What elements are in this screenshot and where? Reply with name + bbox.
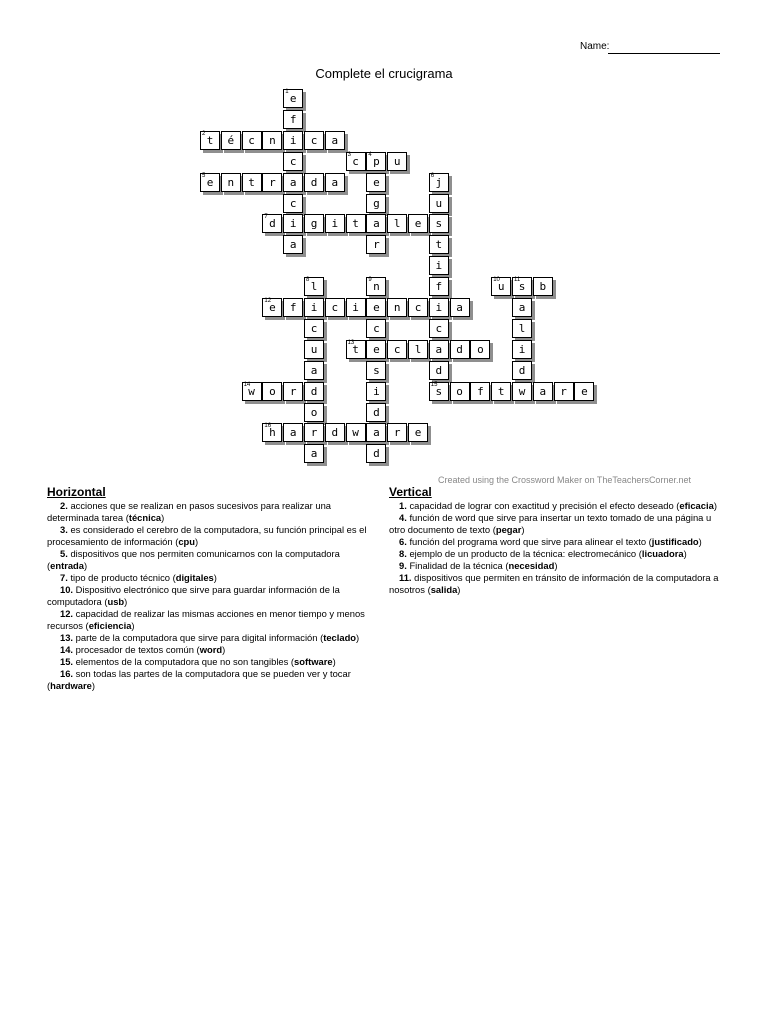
horizontal-heading: Horizontal — [47, 485, 106, 499]
cell-letter: i — [352, 301, 359, 314]
cell-letter: p — [373, 154, 380, 168]
clue-number: 2 — [202, 130, 206, 137]
grid-cell[interactable] — [262, 298, 282, 317]
cell-letter: i — [289, 217, 297, 231]
clue-number: 10 — [493, 277, 500, 284]
clue-text: procesador de textos común — [75, 644, 194, 655]
clue-number: 5. — [60, 548, 68, 559]
cell-letter: e — [414, 217, 422, 231]
grid-cell[interactable] — [470, 340, 490, 359]
cell-letter: r — [560, 384, 567, 398]
clue-number: 1. — [399, 500, 407, 511]
cell-letter: u — [435, 196, 443, 210]
grid-cell[interactable] — [366, 214, 386, 233]
grid-cell[interactable] — [283, 214, 303, 233]
cell-letter: c — [248, 133, 255, 147]
cell-letter: a — [456, 301, 463, 314]
grid-cell[interactable] — [304, 423, 324, 442]
grid-cell[interactable] — [346, 214, 366, 233]
cell-letter: w — [248, 384, 255, 398]
grid-cell[interactable] — [221, 173, 241, 192]
clue-answer: word — [199, 644, 223, 655]
cell-letter: e — [373, 175, 380, 189]
clue-number: 6. — [399, 536, 407, 547]
cell-letter: c — [289, 154, 297, 168]
grid-cell[interactable] — [262, 382, 282, 401]
clue-answer: cpu — [178, 536, 195, 547]
cell-letter: d — [435, 363, 443, 377]
cell-letter: r — [310, 426, 318, 440]
clue-item: 1. capacidad de lograr con exactitud y precisión el efecto deseado (eficacia) — [399, 500, 717, 511]
grid-cell[interactable] — [366, 382, 386, 401]
cell-letter: i — [435, 259, 443, 273]
clue-item: 7. tipo de producto técnico (digitales) — [60, 572, 217, 583]
cell-letter: l — [393, 217, 401, 231]
cell-letter: w — [518, 384, 526, 398]
vertical-clues — [389, 486, 719, 596]
cell-letter: o — [477, 342, 484, 356]
clue-answer: digitales — [175, 572, 214, 583]
cell-letter: c — [310, 321, 318, 335]
cell-letter: r — [289, 384, 297, 398]
clue-item: 2. acciones que se realizan en pasos sucesivos para realizar una determinada tarea (técnica) — [47, 500, 332, 523]
cell-letter: t — [206, 133, 214, 147]
grid-cell[interactable] — [366, 361, 386, 380]
clue-item: 13. parte de la computadora que sirve para digital información (teclado) — [60, 632, 360, 643]
grid-cell[interactable] — [429, 340, 449, 359]
clue-number: 12 — [264, 298, 272, 304]
grid-cell[interactable] — [387, 214, 407, 233]
grid-cell[interactable] — [283, 382, 303, 401]
cell-letter: w — [352, 426, 359, 440]
grid-cell[interactable] — [262, 214, 282, 233]
cell-letter: s — [518, 280, 526, 294]
cell-letter: a — [373, 217, 380, 231]
clue-item: 11. dispositivos que permiten en tránsito de información de la computadora a nosotros (salida) — [389, 572, 719, 595]
cell-letter: o — [456, 384, 463, 398]
cell-letter: c — [331, 301, 339, 314]
grid-cell[interactable] — [512, 382, 532, 401]
clue-item: 4. función de word que sirve para insertar un texto tomado de una página u otro documento de texto (pegar) — [389, 512, 712, 535]
cell-letter: t — [497, 384, 505, 398]
cell-letter: c — [373, 321, 380, 335]
cell-letter: e — [581, 384, 588, 398]
cell-letter: a — [331, 175, 339, 189]
cell-letter: d — [310, 384, 318, 398]
cell-letter: l — [310, 280, 318, 294]
grid-cell[interactable] — [408, 214, 428, 233]
cell-letter: j — [435, 175, 443, 189]
clue-text: ejemplo de un producto de la técnica: electromecánico — [409, 548, 637, 559]
clue-answer: técnica — [128, 512, 162, 523]
grid-cell[interactable] — [366, 194, 386, 213]
vertical-heading: Vertical — [389, 485, 432, 499]
clue-number: 13 — [347, 339, 355, 346]
grid-cell[interactable] — [429, 298, 449, 317]
cell-letter: c — [393, 342, 401, 356]
cell-letter: t — [352, 217, 359, 231]
grid-cell[interactable] — [512, 340, 532, 359]
grid-cell[interactable] — [346, 423, 366, 442]
grid-cell[interactable] — [408, 340, 428, 359]
vertical-clue-list — [389, 500, 719, 596]
clue-number: 14 — [243, 381, 251, 388]
grid-cell[interactable] — [408, 423, 428, 442]
clue-answer: justificado — [651, 536, 699, 547]
clue-text: elementos de la computadora que no son tangibles — [75, 656, 289, 667]
clue-item: 14. procesador de textos común (word) — [60, 644, 226, 655]
grid-cell[interactable] — [283, 298, 303, 317]
grid-cell[interactable] — [512, 298, 532, 317]
cell-letter: d — [331, 426, 339, 440]
grid-cell[interactable] — [512, 277, 532, 296]
clue-item: 6. función del programa word que sirve para alinear el texto (justificado) — [399, 536, 702, 547]
clue-number: 13. — [60, 632, 74, 643]
clue-item: 12. capacidad de realizar las mismas acciones en menor tiempo y menos recursos (eficiencia) — [47, 608, 365, 631]
grid-cell[interactable] — [346, 298, 366, 317]
grid-cell[interactable] — [283, 423, 303, 442]
clue-answer: necesidad — [508, 560, 555, 571]
grid-cell[interactable] — [304, 298, 324, 317]
clue-number: 15 — [430, 381, 438, 388]
cell-letter: r — [393, 426, 401, 440]
grid-cell[interactable] — [533, 277, 553, 296]
clue-number: 16 — [264, 423, 272, 430]
grid-cell[interactable] — [200, 131, 220, 150]
cell-letter: o — [269, 384, 276, 398]
grid-cell[interactable] — [304, 444, 324, 463]
grid-cell[interactable] — [346, 152, 366, 171]
clue-number: 1 — [285, 89, 289, 95]
grid-cell[interactable] — [242, 382, 262, 401]
credit-text: Created using the Crossword Maker on TheTeachersCorner.net — [438, 475, 691, 485]
clue-answer: entrada — [50, 560, 84, 571]
clue-answer: licuadora — [641, 548, 684, 559]
cell-letter: c — [414, 301, 422, 314]
clue-number: 6 — [430, 172, 435, 179]
grid-cell[interactable] — [408, 298, 428, 317]
grid-cell[interactable] — [325, 298, 345, 317]
horizontal-clue-list — [47, 500, 377, 692]
grid-cell[interactable] — [346, 340, 366, 359]
grid-cell[interactable] — [366, 298, 386, 317]
grid-cell[interactable] — [304, 340, 324, 359]
page-title: Complete el crucigrama — [315, 66, 453, 81]
cell-letter: b — [539, 280, 547, 294]
cell-letter: d — [310, 175, 318, 189]
grid-cell[interactable] — [450, 382, 470, 401]
grid-cell[interactable] — [325, 214, 345, 233]
grid-cell[interactable] — [283, 173, 303, 192]
cell-letter: f — [435, 280, 443, 294]
grid-cell[interactable] — [221, 131, 241, 150]
grid-cell[interactable] — [366, 319, 386, 338]
clue-text: tipo de producto técnico — [70, 572, 170, 583]
clue-number: 11. — [399, 572, 412, 583]
clue-text: dispositivos que nos permiten comunicarnos con la computadora — [70, 548, 340, 559]
cell-letter: a — [289, 426, 297, 440]
cell-letter: i — [310, 301, 318, 314]
crossword-grid — [0, 0, 768, 470]
cell-letter: r — [269, 175, 276, 189]
clue-text: parte de la computadora que sirve para digital información — [75, 632, 318, 643]
clue-number: 15. — [60, 656, 74, 667]
grid-cell[interactable] — [283, 235, 303, 254]
grid-cell[interactable] — [304, 277, 324, 296]
cell-letter: l — [518, 321, 526, 335]
cell-letter: c — [435, 321, 443, 335]
grid-cell[interactable] — [429, 173, 449, 192]
clue-text: función del programa word que sirve para alinear el texto — [409, 536, 647, 547]
clue-number: 3. — [60, 524, 68, 535]
clue-text: Finalidad de la técnica — [409, 560, 503, 571]
grid-cell[interactable] — [366, 173, 386, 192]
cell-letter: a — [518, 301, 526, 314]
cell-letter: h — [269, 426, 276, 440]
grid-cell[interactable] — [283, 131, 303, 150]
clue-answer: salida — [430, 584, 458, 595]
clue-number: 5 — [202, 172, 206, 179]
name-label: Name: — [580, 41, 610, 52]
cell-letter: d — [373, 447, 380, 461]
grid-cell[interactable] — [429, 194, 449, 213]
grid-cell[interactable] — [491, 277, 511, 296]
clue-number: 7 — [264, 214, 268, 221]
clue-text: son todas las partes de la computadora que se pueden ver y tocar — [75, 668, 351, 679]
clue-text: función de word que sirve para insertar un texto tomado de una página u otro documento de texto — [389, 512, 712, 535]
grid-cell[interactable] — [325, 131, 345, 150]
grid-cell[interactable] — [283, 152, 303, 171]
cell-letter: n — [227, 175, 235, 189]
grid-cell[interactable] — [387, 340, 407, 359]
grid-cell[interactable] — [304, 131, 324, 150]
clue-answer: software — [294, 656, 333, 667]
grid-cell[interactable] — [387, 152, 407, 171]
grid-cell[interactable] — [283, 89, 303, 108]
clue-answer: hardware — [50, 680, 92, 691]
cell-letter: c — [352, 154, 359, 168]
grid-cell[interactable] — [325, 423, 345, 442]
cell-letter: a — [539, 384, 547, 398]
cell-letter: i — [435, 301, 443, 314]
clue-number: 8 — [306, 277, 310, 284]
cell-letter: a — [289, 238, 297, 252]
cell-letter: r — [373, 238, 380, 252]
grid-cell[interactable] — [429, 277, 449, 296]
grid-cell[interactable] — [429, 382, 449, 401]
grid-cell[interactable] — [429, 361, 449, 380]
clue-number: 9 — [368, 277, 372, 284]
cell-letter: d — [373, 405, 380, 419]
grid-cell[interactable] — [242, 173, 262, 192]
cell-letter: i — [373, 384, 380, 398]
clue-text: capacidad de realizar las mismas acciones en menor tiempo y menos recursos — [47, 608, 365, 631]
grid-cell[interactable] — [470, 382, 490, 401]
clue-number: 3 — [347, 151, 351, 158]
grid-cell[interactable] — [242, 131, 262, 150]
clue-number: 11 — [514, 277, 521, 284]
cell-letter: a — [310, 447, 318, 461]
cell-letter: f — [477, 384, 484, 398]
cell-letter: a — [331, 133, 339, 147]
grid-cell[interactable] — [574, 382, 594, 401]
grid-cell[interactable] — [304, 403, 324, 422]
grid-cell[interactable] — [533, 382, 553, 401]
cell-letter: u — [393, 154, 401, 168]
clue-number: 4 — [368, 151, 372, 158]
clue-number: 7. — [60, 572, 68, 583]
grid-cell[interactable] — [200, 173, 220, 192]
grid-cell[interactable] — [387, 298, 407, 317]
clue-answer: teclado — [323, 632, 357, 643]
cell-letter: l — [414, 342, 422, 356]
clue-text: es considerado el cerebro de la computadora, su función principal es el procesamiento de información — [47, 524, 367, 547]
grid-cell[interactable] — [262, 173, 282, 192]
cell-letter: d — [518, 363, 526, 377]
cell-letter: d — [269, 217, 276, 231]
clue-text: dispositivos que permiten en tránsito de información de la computadora a nosotros — [389, 572, 719, 595]
grid-cell[interactable] — [491, 382, 511, 401]
cell-letter: f — [289, 301, 297, 314]
cell-letter: e — [269, 301, 276, 314]
grid-cell[interactable] — [450, 298, 470, 317]
cell-letter: o — [310, 405, 318, 419]
cell-letter: f — [289, 112, 297, 126]
clue-item: 9. Finalidad de la técnica (necesidad) — [399, 560, 558, 571]
cell-letter: i — [331, 217, 339, 231]
horizontal-clues — [47, 486, 377, 692]
cell-letter: e — [373, 342, 380, 356]
clue-text: capacidad de lograr con exactitud y precisión el efecto deseado — [409, 500, 674, 511]
clue-answer: pegar — [495, 524, 522, 535]
grid-cell[interactable] — [366, 235, 386, 254]
grid-cell[interactable] — [283, 110, 303, 129]
grid-cell[interactable] — [262, 423, 282, 442]
cell-letter: a — [289, 175, 297, 189]
clue-number: 8. — [399, 548, 407, 559]
cell-letter: u — [310, 342, 318, 356]
clue-number: 10. — [60, 584, 74, 595]
clue-text: acciones que se realizan en pasos sucesivos para realizar una determinada tarea — [47, 500, 332, 523]
clue-answer: eficacia — [679, 500, 714, 511]
cell-letter: c — [289, 196, 297, 210]
grid-cell[interactable] — [304, 319, 324, 338]
cell-letter: t — [435, 238, 443, 252]
cell-letter: e — [414, 426, 422, 440]
cell-letter: s — [373, 363, 380, 377]
cell-letter: n — [393, 301, 401, 314]
grid-cell[interactable] — [304, 214, 324, 233]
cell-letter: s — [435, 217, 443, 231]
clue-number: 2. — [60, 500, 68, 511]
clue-number: 14. — [60, 644, 74, 655]
grid-cell[interactable] — [554, 382, 574, 401]
cell-letter: é — [227, 133, 235, 147]
cell-letter: u — [497, 280, 505, 294]
clue-number: 12. — [60, 608, 74, 619]
grid-cell[interactable] — [387, 423, 407, 442]
cell-letter: i — [289, 133, 297, 147]
cell-letter: e — [206, 175, 214, 189]
cell-letter: c — [310, 133, 318, 147]
grid-cell[interactable] — [429, 214, 449, 233]
cell-letter: s — [435, 384, 443, 398]
clue-number: 4. — [399, 512, 407, 523]
grid-cell[interactable] — [283, 194, 303, 213]
cell-letter: i — [518, 342, 526, 356]
cell-letter: g — [373, 196, 380, 210]
grid-cell[interactable] — [366, 444, 386, 463]
cell-letter: e — [289, 92, 297, 105]
clue-item: 3. es considerado el cerebro de la computadora, su función principal es el procesamiento de información (cpu) — [47, 524, 367, 547]
clue-item: 5. dispositivos que nos permiten comunicarnos con la computadora (entrada) — [47, 548, 340, 571]
grid-cell[interactable] — [512, 319, 532, 338]
grid-cell[interactable] — [262, 131, 282, 150]
grid-cell[interactable] — [366, 152, 386, 171]
grid-cell[interactable] — [366, 423, 386, 442]
cell-letter: a — [310, 363, 318, 377]
grid-cell[interactable] — [450, 340, 470, 359]
grid-cell[interactable] — [429, 235, 449, 254]
grid-cell[interactable] — [304, 173, 324, 192]
clue-item: 15. elementos de la computadora que no son tangibles (software) — [60, 656, 336, 667]
cell-letter: t — [352, 342, 359, 356]
cell-letter: t — [248, 175, 255, 189]
clue-text: Dispositivo electrónico que sirve para guardar información de la computadora — [47, 584, 340, 607]
grid-cell[interactable] — [429, 256, 449, 275]
grid-cell[interactable] — [304, 382, 324, 401]
clue-item: 16. son todas las partes de la computadora que se pueden ver y tocar (hardware) — [47, 668, 351, 691]
clue-number: 9. — [399, 560, 407, 571]
grid-cell[interactable] — [366, 340, 386, 359]
clue-number: 16. — [60, 668, 74, 679]
cell-letter: n — [373, 280, 380, 294]
grid-cell[interactable] — [366, 277, 386, 296]
grid-cell[interactable] — [325, 173, 345, 192]
grid-cell[interactable] — [512, 361, 532, 380]
grid-cell[interactable] — [429, 319, 449, 338]
clue-item: 8. ejemplo de un producto de la técnica: electromecánico (licuadora) — [399, 548, 687, 559]
cell-letter: e — [373, 301, 380, 314]
cell-letter: d — [456, 342, 463, 356]
cell-letter: a — [435, 342, 443, 356]
cell-letter: a — [373, 426, 380, 440]
clue-answer: usb — [107, 596, 125, 607]
grid-cell[interactable] — [366, 403, 386, 422]
grid-cell[interactable] — [304, 361, 324, 380]
clue-answer: eficiencia — [88, 620, 132, 631]
cell-letter: n — [269, 133, 276, 147]
clue-item: 10. Dispositivo electrónico que sirve para guardar información de la computadora (usb) — [47, 584, 340, 607]
cell-letter: g — [310, 217, 318, 231]
